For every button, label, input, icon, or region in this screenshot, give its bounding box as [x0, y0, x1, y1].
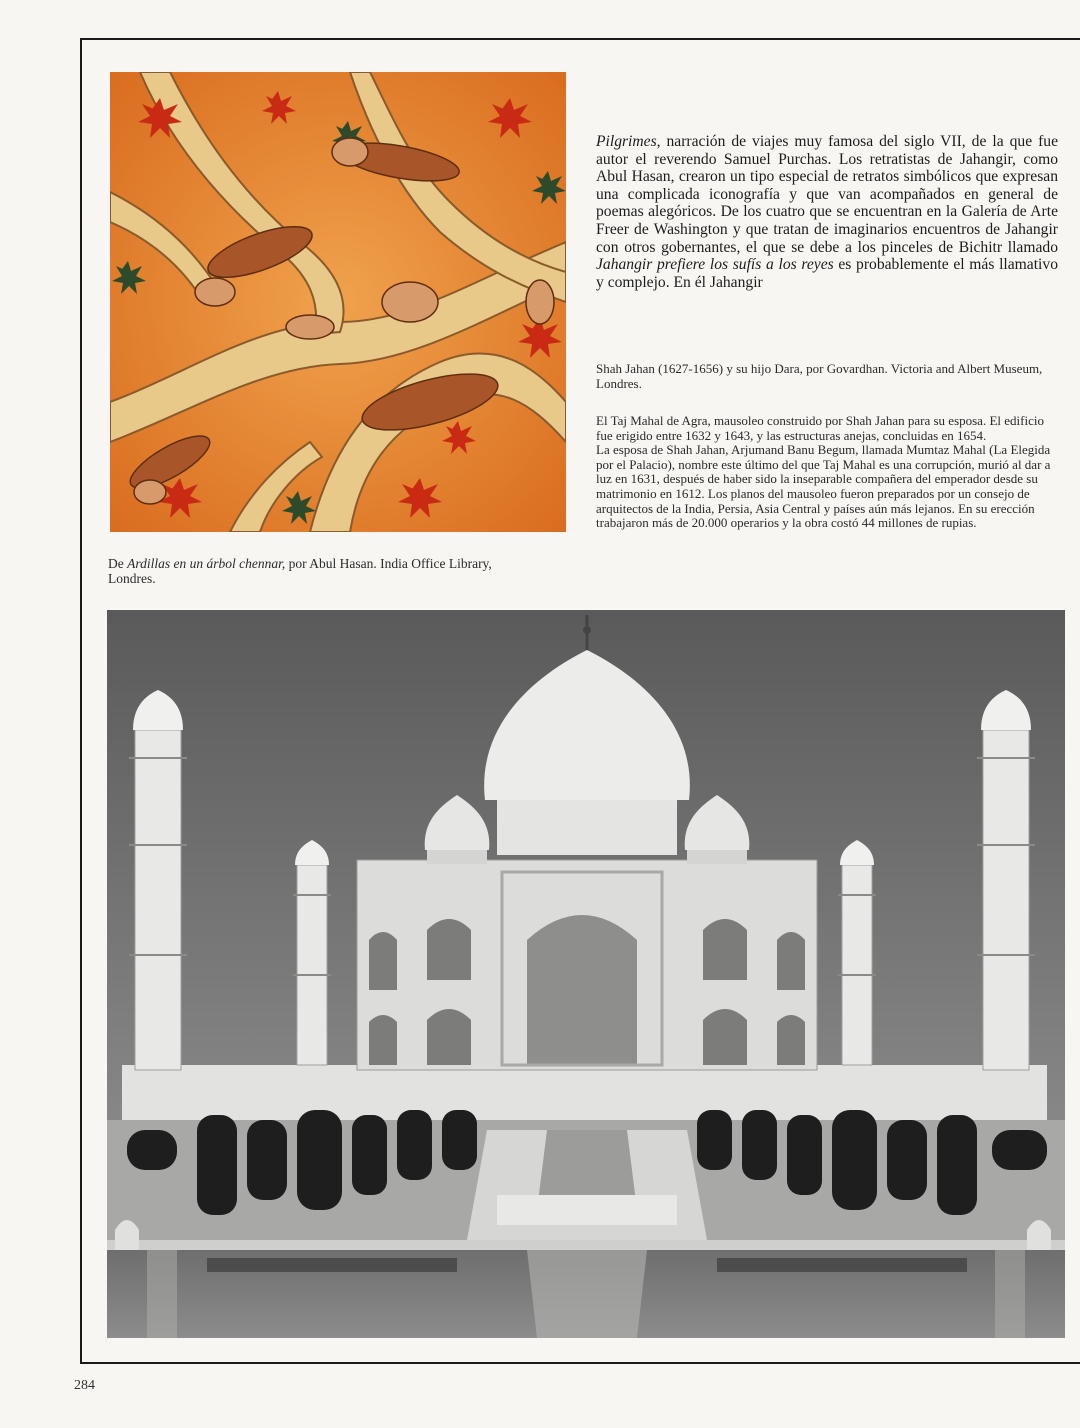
taj-mahal-caption [596, 414, 1058, 531]
book-title: Pilgrimes [596, 133, 657, 150]
painting-title: Ardillas en un árbol chennar, [127, 556, 286, 571]
painting-caption: De Ardillas en un árbol chennar, por Abul Hasan. India Office Library, Londres. [108, 556, 492, 586]
painting-title-inline: Jahangir prefiere los sufís a los reyes [596, 256, 834, 274]
squirrels-painting [110, 72, 566, 532]
taj-caption-p2: La esposa de Shah Jahan, Arjumand Banu Begum, llamada Mumtaz Mahal (La Elegida por el Palacio), nombre este último del que Taj Mahal es una corrupción, murió al dar a luz en 1631, después de haber sido la inseparable compañera del emperador desde su matrimonio en 1612. Los planos del mausoleo fueron preparados por un consejo de arquitectos de la India, Persia, Asia Central y países aún más lejanos. En su erección trabajaron más de 20.000 operarios y la obra costó 44 millones de rupias. [596, 442, 1051, 531]
body-paragraph: Pilgrimes, narración de viajes muy famosa del siglo VII, de la que fue autor el reverendo Samuel Purchas. Los retratistas de Jahangir, como Abul Hasan, crearon un tipo especial de retratos simbólicos que expresan una complicada iconografía y que van acompañados en general de poemas alegóricos. De los cuatro que se encuentran en la Galería de Arte Freer de Washington y que tratan de imaginarios encuentros de Jahangir con otros gobernantes, el que se debe a los pinceles de Bichitr llamado Jahangir prefiere los sufís a los reyes es probablemente el más llamativo y complejo. En él Jahangir [596, 133, 1058, 291]
shah-jahan-caption: Shah Jahan (1627-1656) y su hijo Dara, por Govardhan. Victoria and Albert Museum, Londres. [596, 361, 1043, 391]
page-number: 284 [74, 1378, 95, 1393]
taj-caption-p1: El Taj Mahal de Agra, mausoleo construido por Shah Jahan para su esposa. El edificio fue erigido entre 1632 y 1643, y las estructuras anejas, concluidas en 1654. [596, 413, 1044, 443]
taj-mahal-photo [107, 610, 1065, 1338]
